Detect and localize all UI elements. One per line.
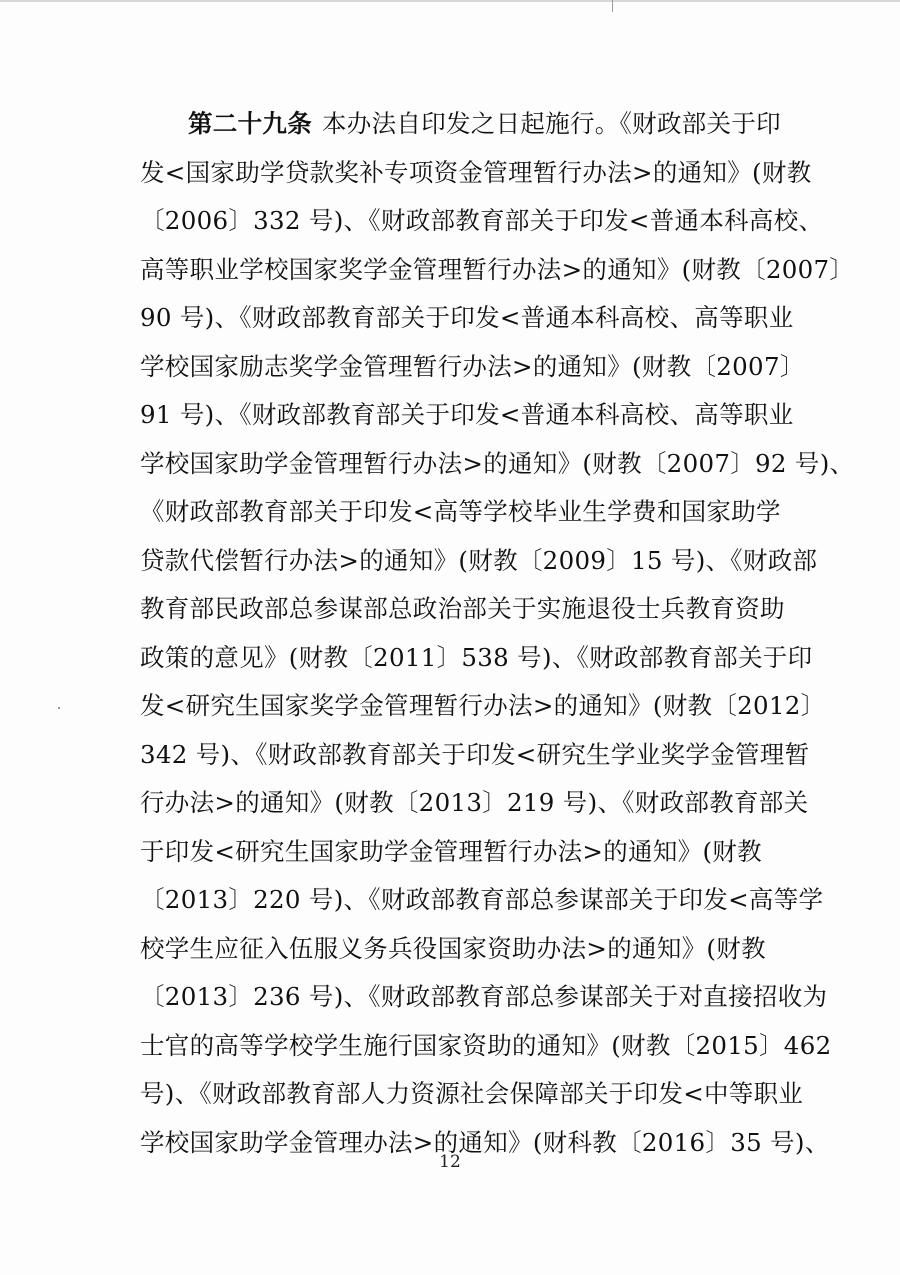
article-body	[140, 100, 855, 1167]
scan-speck	[58, 707, 60, 709]
text-line: 学校国家助学金管理办法>的通知》(财科教〔2016〕35 号)、	[140, 1127, 830, 1157]
text-line: 发<国家助学贷款奖补专项资金管理暂行办法>的通知》(财教	[140, 157, 812, 187]
text-line: 342 号)、《财政部教育部关于印发<研究生学业奖学金管理暂	[140, 739, 810, 769]
text-line: 学校国家励志奖学金管理暂行办法>的通知》(财教〔2007〕	[140, 351, 805, 381]
text-line	[140, 100, 780, 149]
text-line: 91 号)、《财政部教育部关于印发<普通本科高校、高等职业	[140, 400, 794, 429]
text-line: 校学生应征入伍服义务兵役国家资助办法>的通知》(财教	[140, 933, 766, 963]
text-line: 《财政部教育部关于印发<高等学校毕业生学费和国家助学	[140, 497, 781, 526]
text-line: 于印发<研究生国家助学金管理暂行办法>的通知》(财教	[140, 836, 762, 866]
text-line: 高等职业学校国家奖学金管理暂行办法>的通知》(财教〔2007〕	[140, 254, 855, 284]
text-line: 〔2013〕236 号)、《财政部教育部总参谋部关于对直接招收为	[140, 982, 828, 1011]
text-line: 行办法>的通知》(财教〔2013〕219 号)、《财政部教育部关	[140, 788, 809, 817]
text-line: 发<研究生国家奖学金管理暂行办法>的通知》(财教〔2012〕	[140, 691, 826, 720]
text-line: 学校国家助学金管理暂行办法>的通知》(财教〔2007〕92 号)、	[140, 448, 855, 478]
scan-mark	[612, 0, 613, 12]
scan-edge-line	[0, 0, 900, 2]
text-line: 贷款代偿暂行办法>的通知》(财教〔2009〕15 号)、《财政部	[140, 545, 818, 575]
text-line: 士官的高等学校学生施行国家资助的通知》(财教〔2015〕462	[140, 1030, 832, 1060]
text-line: 〔2013〕220 号)、《财政部教育部总参谋部关于印发<高等学	[140, 885, 824, 914]
page-number: 12	[439, 1152, 461, 1172]
article-number: 第二十九条	[188, 109, 312, 138]
text-line: 教育部民政部总参谋部总政治部关于实施退役士兵教育资助	[140, 594, 785, 623]
text-line-content: 本办法自印发之日起施行。《财政部关于印	[322, 109, 781, 138]
text-line: 〔2006〕332 号)、《财政部教育部关于印发<普通本科高校、	[140, 206, 824, 235]
text-line: 政策的意见》(财教〔2011〕538 号)、《财政部教育部关于印	[140, 642, 813, 672]
text-line: 号)、《财政部教育部人力资源社会保障部关于印发<中等职业	[140, 1079, 804, 1108]
text-line: 90 号)、《财政部教育部关于印发<普通本科高校、高等职业	[140, 303, 794, 332]
